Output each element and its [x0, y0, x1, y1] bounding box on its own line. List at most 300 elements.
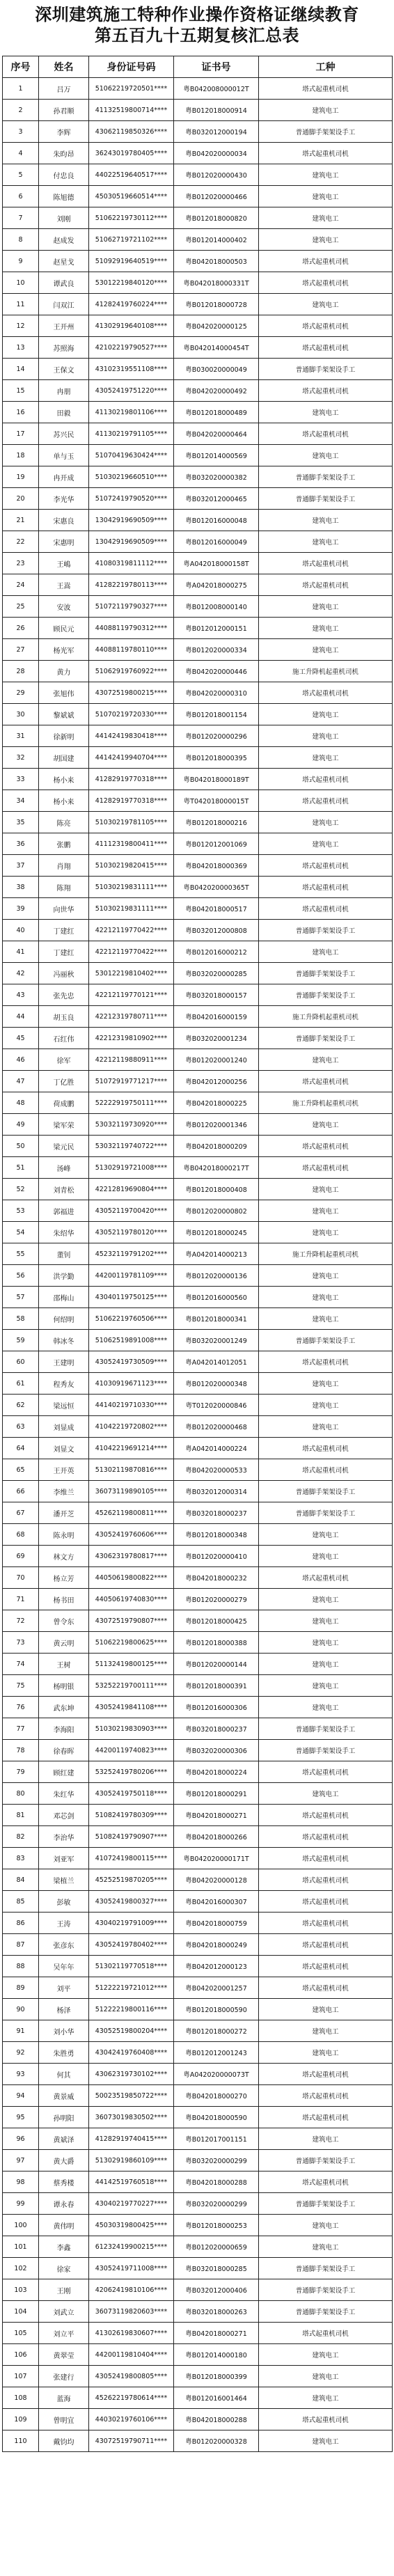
job-type-cell: 建筑电工	[259, 941, 393, 963]
certificate-cell: 粤B042018000288	[174, 2171, 259, 2193]
row-number-cell: 11	[3, 294, 39, 315]
table-row	[3, 553, 393, 574]
name-cell: 徐军	[39, 1049, 89, 1071]
job-type-cell: 施工升降机起重机司机	[259, 1006, 393, 1028]
id-number-cell: 43052119780120****	[89, 1222, 174, 1243]
row-number-cell: 28	[3, 661, 39, 682]
table-row	[3, 1028, 393, 1049]
row-number-cell: 106	[3, 2344, 39, 2366]
name-cell: 顾红建	[39, 1761, 89, 1783]
certificate-cell: 粤B032020000299	[174, 2150, 259, 2171]
table-row	[3, 877, 393, 898]
job-type-cell: 普通脚手架架设手工	[259, 359, 393, 380]
row-number-cell: 14	[3, 359, 39, 380]
name-cell: 曾令东	[39, 1610, 89, 1632]
name-cell: 赵成发	[39, 229, 89, 251]
row-number-cell: 101	[3, 2236, 39, 2258]
certificate-cell: 粤B042018000249	[174, 1934, 259, 1956]
name-cell: 安波	[39, 596, 89, 618]
id-number-cell: 43072519790711****	[89, 2430, 174, 2452]
certificate-cell: 粤B032020000285	[174, 963, 259, 984]
name-cell: 石红伟	[39, 1028, 89, 1049]
row-number-cell: 87	[3, 1934, 39, 1956]
name-cell: 徐春晖	[39, 1740, 89, 1761]
job-type-cell: 普通脚手架架设手工	[259, 121, 393, 143]
name-cell: 程秀友	[39, 1373, 89, 1395]
job-type-cell: 塔式起重机司机	[259, 1869, 393, 1891]
id-number-cell: 51062219730112****	[89, 207, 174, 229]
job-type-cell: 建筑电工	[259, 2366, 393, 2387]
header-job-type: 工种	[259, 56, 393, 78]
job-type-cell: 塔式起重机司机	[259, 1913, 393, 1934]
id-number-cell: 43102319551108****	[89, 359, 174, 380]
id-number-cell: 51302119770518****	[89, 1956, 174, 1977]
row-number-cell: 74	[3, 1654, 39, 1675]
certificate-cell: 粤B012020001240	[174, 1049, 259, 1071]
certificate-cell: 粤B012018000399	[174, 2366, 259, 2387]
name-cell: 杨小来	[39, 790, 89, 812]
row-number-cell: 7	[3, 207, 39, 229]
job-type-cell: 建筑电工	[259, 229, 393, 251]
certificate-cell: 粤B042020000128	[174, 1869, 259, 1891]
id-number-cell: 42212319780711****	[89, 1006, 174, 1028]
name-cell: 朱绍华	[39, 1222, 89, 1243]
name-cell: 张旭伟	[39, 682, 89, 704]
table-row	[3, 1308, 393, 1330]
id-number-cell: 41282419760224****	[89, 294, 174, 315]
job-type-cell: 塔式起重机司机	[259, 2409, 393, 2430]
table-row	[3, 2215, 393, 2236]
job-type-cell: 普通脚手架架设手工	[259, 2279, 393, 2301]
name-cell: 孙君顺	[39, 100, 89, 121]
job-type-cell: 建筑电工	[259, 402, 393, 423]
table-row	[3, 2279, 393, 2301]
id-number-cell: 43072519800215****	[89, 682, 174, 704]
id-number-cell: 51302119870816****	[89, 1459, 174, 1481]
row-number-cell: 39	[3, 898, 39, 920]
id-number-cell: 44088119790312****	[89, 618, 174, 639]
job-type-cell: 塔式起重机司机	[259, 2064, 393, 2085]
job-type-cell: 塔式起重机司机	[259, 1157, 393, 1179]
table-row	[3, 380, 393, 402]
certificate-cell: 粤B042020000365T	[174, 877, 259, 898]
id-number-cell: 51092919640519****	[89, 251, 174, 272]
certificate-cell: 粤B012014000180	[174, 2344, 259, 2366]
table-row	[3, 2064, 393, 2085]
id-number-cell: 51030219830903****	[89, 1718, 174, 1740]
certificate-cell: 粤A042020000073T	[174, 2064, 259, 2085]
id-number-cell: 45262219780614****	[89, 2387, 174, 2409]
id-number-cell: 51222219721012****	[89, 1977, 174, 1999]
row-number-cell: 27	[3, 639, 39, 661]
certificate-cell: 粤B042020000034	[174, 143, 259, 164]
table-row	[3, 833, 393, 855]
certificate-cell: 粤T042018000015T	[174, 790, 259, 812]
job-type-cell: 建筑电工	[259, 1265, 393, 1287]
name-cell: 王开英	[39, 1459, 89, 1481]
table-row	[3, 2387, 393, 2409]
name-cell: 谭永春	[39, 2193, 89, 2215]
id-number-cell: 43052419750118****	[89, 1783, 174, 1805]
table-row	[3, 466, 393, 488]
name-cell: 梁植兰	[39, 1869, 89, 1891]
name-cell: 刘青松	[39, 1179, 89, 1200]
id-number-cell: 51302919860109****	[89, 2150, 174, 2171]
job-type-cell: 塔式起重机司机	[259, 2085, 393, 2107]
certificate-cell: 粤B012012001069	[174, 833, 259, 855]
row-number-cell: 97	[3, 2150, 39, 2171]
id-number-cell: 41282919770318****	[89, 769, 174, 790]
name-cell: 谭武良	[39, 272, 89, 294]
certificate-cell: 粤B012018000391	[174, 1675, 259, 1697]
job-type-cell: 建筑电工	[259, 725, 393, 747]
row-number-cell: 33	[3, 769, 39, 790]
table-row	[3, 1913, 393, 1934]
row-number-cell: 59	[3, 1330, 39, 1351]
table-row	[3, 1092, 393, 1114]
job-type-cell: 建筑电工	[259, 294, 393, 315]
job-type-cell: 建筑电工	[259, 100, 393, 121]
certificate-cell: 粤B012016000212	[174, 941, 259, 963]
row-number-cell: 56	[3, 1265, 39, 1287]
id-number-cell: 44142419830418****	[89, 725, 174, 747]
table-row	[3, 682, 393, 704]
id-number-cell: 41282219780113****	[89, 574, 174, 596]
job-type-cell: 建筑电工	[259, 2215, 393, 2236]
review-summary-table	[2, 56, 393, 2452]
id-number-cell: 43052119700420****	[89, 1200, 174, 1222]
row-number-cell: 44	[3, 1006, 39, 1028]
job-type-cell: 塔式起重机司机	[259, 769, 393, 790]
row-number-cell: 73	[3, 1632, 39, 1654]
row-number-cell: 67	[3, 1502, 39, 1524]
certificate-cell: 粤B012017001151	[174, 2128, 259, 2150]
row-number-cell: 8	[3, 229, 39, 251]
table-row	[3, 294, 393, 315]
name-cell: 付忠良	[39, 164, 89, 186]
row-number-cell: 79	[3, 1761, 39, 1783]
row-number-cell: 93	[3, 2064, 39, 2085]
job-type-cell: 建筑电工	[259, 639, 393, 661]
id-number-cell: 41072419800115****	[89, 1848, 174, 1869]
name-cell: 蓝海	[39, 2387, 89, 2409]
certificate-cell: 粤B042018000759	[174, 1913, 259, 1934]
certificate-cell: 粤B012020000328	[174, 2430, 259, 2452]
id-number-cell: 13042919690509****	[89, 510, 174, 531]
table-row	[3, 2301, 393, 2323]
row-number-cell: 64	[3, 1438, 39, 1459]
row-number-cell: 95	[3, 2107, 39, 2128]
job-type-cell: 建筑电工	[259, 1589, 393, 1610]
id-number-cell: 51030219660510****	[89, 466, 174, 488]
certificate-cell: 粤B032018000263	[174, 2301, 259, 2323]
name-cell: 潘开芝	[39, 1502, 89, 1524]
row-number-cell: 61	[3, 1373, 39, 1395]
job-type-cell: 塔式起重机司机	[259, 251, 393, 272]
certificate-cell: 粤B012018000820	[174, 207, 259, 229]
name-cell: 顾民元	[39, 618, 89, 639]
certificate-cell: 粤B032020001249	[174, 1330, 259, 1351]
table-row	[3, 1006, 393, 1028]
table-row	[3, 2430, 393, 2452]
row-number-cell: 86	[3, 1913, 39, 1934]
name-cell: 丁建红	[39, 920, 89, 941]
job-type-cell: 普通脚手架架设手工	[259, 1028, 393, 1049]
name-cell: 丁建红	[39, 941, 89, 963]
row-number-cell: 104	[3, 2301, 39, 2323]
table-row	[3, 531, 393, 553]
table-row	[3, 1567, 393, 1589]
table-row	[3, 510, 393, 531]
job-type-cell: 普通脚手架架设手工	[259, 2301, 393, 2323]
certificate-cell: 粤B042018000288	[174, 2409, 259, 2430]
row-number-cell: 63	[3, 1416, 39, 1438]
row-number-cell: 54	[3, 1222, 39, 1243]
row-number-cell: 72	[3, 1610, 39, 1632]
row-number-cell: 41	[3, 941, 39, 963]
name-cell: 杨小来	[39, 769, 89, 790]
table-row	[3, 1351, 393, 1373]
job-type-cell: 建筑电工	[259, 1114, 393, 1136]
certificate-cell: 粤B042018000517	[174, 898, 259, 920]
name-cell: 刘平	[39, 1977, 89, 1999]
id-number-cell: 45232119791202****	[89, 1243, 174, 1265]
table-row	[3, 337, 393, 359]
certificate-cell: 粤A042018000158T	[174, 553, 259, 574]
table-row	[3, 2366, 393, 2387]
certificate-cell: 粤B012016000048	[174, 510, 259, 531]
certificate-cell: 粤B012018000388	[174, 1632, 259, 1654]
table-row	[3, 1675, 393, 1697]
certificate-cell: 粤B032012000406	[174, 2279, 259, 2301]
name-cell: 刘立平	[39, 2323, 89, 2344]
id-number-cell: 44140219710330****	[89, 1395, 174, 1416]
table-row	[3, 251, 393, 272]
certificate-cell: 粤B012012000151	[174, 618, 259, 639]
id-number-cell: 41030919671123****	[89, 1373, 174, 1395]
row-number-cell: 1	[3, 78, 39, 100]
table-row	[3, 1589, 393, 1610]
job-type-cell: 建筑电工	[259, 445, 393, 466]
id-number-cell: 44050619740830****	[89, 1589, 174, 1610]
job-type-cell: 塔式起重机司机	[259, 1848, 393, 1869]
row-number-cell: 10	[3, 272, 39, 294]
id-number-cell: 13042919690509****	[89, 531, 174, 553]
row-number-cell: 9	[3, 251, 39, 272]
row-number-cell: 24	[3, 574, 39, 596]
id-number-cell: 36243019780405****	[89, 143, 174, 164]
id-number-cell: 41302619830607****	[89, 2323, 174, 2344]
table-row	[3, 1459, 393, 1481]
job-type-cell: 建筑电工	[259, 747, 393, 769]
name-cell: 杨光军	[39, 639, 89, 661]
name-cell: 刘刚	[39, 207, 89, 229]
name-cell: 朱胜勇	[39, 2042, 89, 2064]
table-row	[3, 121, 393, 143]
job-type-cell: 建筑电工	[259, 2387, 393, 2409]
job-type-cell: 建筑电工	[259, 2236, 393, 2258]
id-number-cell: 51082419780309****	[89, 1805, 174, 1826]
certificate-cell: 粤B032020001234	[174, 1028, 259, 1049]
table-row	[3, 423, 393, 445]
row-number-cell: 92	[3, 2042, 39, 2064]
certificate-cell: 粤B032012000465	[174, 488, 259, 510]
certificate-cell: 粤B012018000425	[174, 1610, 259, 1632]
job-type-cell: 建筑电工	[259, 1546, 393, 1567]
job-type-cell: 塔式起重机司机	[259, 2107, 393, 2128]
job-type-cell: 塔式起重机司机	[259, 1071, 393, 1092]
certificate-cell: 粤B032018000237	[174, 1502, 259, 1524]
table-row	[3, 1157, 393, 1179]
id-number-cell: 51062219720501****	[89, 78, 174, 100]
id-number-cell: 36073119890105****	[89, 1481, 174, 1502]
id-number-cell: 44088119780110****	[89, 639, 174, 661]
row-number-cell: 90	[3, 1999, 39, 2020]
row-number-cell: 21	[3, 510, 39, 531]
row-number-cell: 81	[3, 1805, 39, 1826]
certificate-cell: 粤B042018000590	[174, 2107, 259, 2128]
id-number-cell: 43052419800327****	[89, 1891, 174, 1913]
table-row	[3, 1416, 393, 1438]
row-number-cell: 30	[3, 704, 39, 725]
id-number-cell: 51030219831111****	[89, 898, 174, 920]
certificate-cell: 粤B012016000049	[174, 531, 259, 553]
id-number-cell: 36073119820603****	[89, 2301, 174, 2323]
row-number-cell: 36	[3, 833, 39, 855]
name-cell: 刘小华	[39, 2020, 89, 2042]
title-line-1: 深圳建筑施工特种作业操作资格证继续教育	[35, 4, 359, 24]
row-number-cell: 6	[3, 186, 39, 207]
certificate-cell: 粤B042020000310	[174, 682, 259, 704]
certificate-cell: 粤B012020000468	[174, 1416, 259, 1438]
name-cell: 刘显文	[39, 1438, 89, 1459]
id-number-cell: 43052419841108****	[89, 1697, 174, 1718]
certificate-cell: 粤B032012000808	[174, 920, 259, 941]
job-type-cell: 建筑电工	[259, 1610, 393, 1632]
certificate-cell: 粤B012018000245	[174, 1222, 259, 1243]
certificate-cell: 粤B012018000253	[174, 2215, 259, 2236]
certificate-cell: 粤B042020001257	[174, 1977, 259, 1999]
row-number-cell: 22	[3, 531, 39, 553]
table-row	[3, 855, 393, 877]
job-type-cell: 塔式起重机司机	[259, 1136, 393, 1157]
name-cell: 李海阳	[39, 1718, 89, 1740]
job-type-cell: 施工升降机起重机司机	[259, 661, 393, 682]
name-cell: 张先忠	[39, 984, 89, 1006]
job-type-cell: 普通脚手架架设手工	[259, 963, 393, 984]
job-type-cell: 建筑电工	[259, 1395, 393, 1416]
certificate-cell: 粤B042018000369	[174, 855, 259, 877]
name-cell: 黄翠莹	[39, 2344, 89, 2366]
name-cell: 张建行	[39, 2366, 89, 2387]
id-number-cell: 51072919771217****	[89, 1071, 174, 1092]
table-row	[3, 1805, 393, 1826]
job-type-cell: 建筑电工	[259, 1675, 393, 1697]
job-type-cell: 塔式起重机司机	[259, 315, 393, 337]
row-number-cell: 31	[3, 725, 39, 747]
name-cell: 梁远恒	[39, 1395, 89, 1416]
certificate-cell: 粤B042020000492	[174, 380, 259, 402]
certificate-cell: 粤B042018000270	[174, 2085, 259, 2107]
id-number-cell: 44050619800822****	[89, 1567, 174, 1589]
job-type-cell: 建筑电工	[259, 1373, 393, 1395]
name-cell: 彭敏	[39, 1891, 89, 1913]
row-number-cell: 37	[3, 855, 39, 877]
table-row	[3, 941, 393, 963]
table-row	[3, 790, 393, 812]
id-number-cell: 41042219691214****	[89, 1438, 174, 1459]
name-cell: 赵星戈	[39, 251, 89, 272]
row-number-cell: 5	[3, 164, 39, 186]
id-number-cell: 51062219800625****	[89, 1632, 174, 1654]
certificate-cell: 粤B012020000802	[174, 1200, 259, 1222]
name-cell: 苏照海	[39, 337, 89, 359]
row-number-cell: 38	[3, 877, 39, 898]
id-number-cell: 44030219760106****	[89, 2409, 174, 2430]
table-row	[3, 747, 393, 769]
id-number-cell: 51062219760506****	[89, 1308, 174, 1330]
table-row	[3, 402, 393, 423]
table-row	[3, 1632, 393, 1654]
id-number-cell: 41282919770318****	[89, 790, 174, 812]
table-row	[3, 1222, 393, 1243]
header-certificate-number: 证书号	[174, 56, 259, 78]
certificate-cell: 粤B030020000049	[174, 359, 259, 380]
id-number-cell: 41112319800411****	[89, 833, 174, 855]
row-number-cell: 82	[3, 1826, 39, 1848]
certificate-cell: 粤B032012000314	[174, 1481, 259, 1502]
table-row	[3, 812, 393, 833]
certificate-cell: 粤B042018000217T	[174, 1157, 259, 1179]
table-row	[3, 1826, 393, 1848]
job-type-cell: 建筑电工	[259, 1783, 393, 1805]
table-row	[3, 1179, 393, 1200]
name-cell: 闫双江	[39, 294, 89, 315]
job-type-cell: 建筑电工	[259, 207, 393, 229]
row-number-cell: 70	[3, 1567, 39, 1589]
id-number-cell: 50023519850722****	[89, 2085, 174, 2107]
row-number-cell: 20	[3, 488, 39, 510]
job-type-cell: 塔式起重机司机	[259, 1956, 393, 1977]
row-number-cell: 4	[3, 143, 39, 164]
certificate-cell: 粤B012014000569	[174, 445, 259, 466]
name-cell: 张鹏	[39, 833, 89, 855]
certificate-cell: 粤B012018001154	[174, 704, 259, 725]
table-row	[3, 2323, 393, 2344]
certificate-cell: 粤B012020000466	[174, 186, 259, 207]
certificate-cell: 粤B012018000489	[174, 402, 259, 423]
row-number-cell: 89	[3, 1977, 39, 1999]
name-cell: 冉朋	[39, 380, 89, 402]
row-number-cell: 40	[3, 920, 39, 941]
job-type-cell: 塔式起重机司机	[259, 855, 393, 877]
table-row	[3, 1502, 393, 1524]
job-type-cell: 普通脚手架架设手工	[259, 488, 393, 510]
table-body	[3, 78, 393, 2452]
id-number-cell: 42212119880911****	[89, 1049, 174, 1071]
row-number-cell: 80	[3, 1783, 39, 1805]
table-row	[3, 618, 393, 639]
name-cell: 王保文	[39, 359, 89, 380]
certificate-cell: 粤B042016000159	[174, 1006, 259, 1028]
certificate-cell: 粤B042012000123	[174, 1956, 259, 1977]
row-number-cell: 53	[3, 1200, 39, 1222]
row-number-cell: 88	[3, 1956, 39, 1977]
job-type-cell: 建筑电工	[259, 2020, 393, 2042]
name-cell: 李鑫	[39, 2236, 89, 2258]
name-cell: 梁军荣	[39, 1114, 89, 1136]
job-type-cell: 建筑电工	[259, 1049, 393, 1071]
